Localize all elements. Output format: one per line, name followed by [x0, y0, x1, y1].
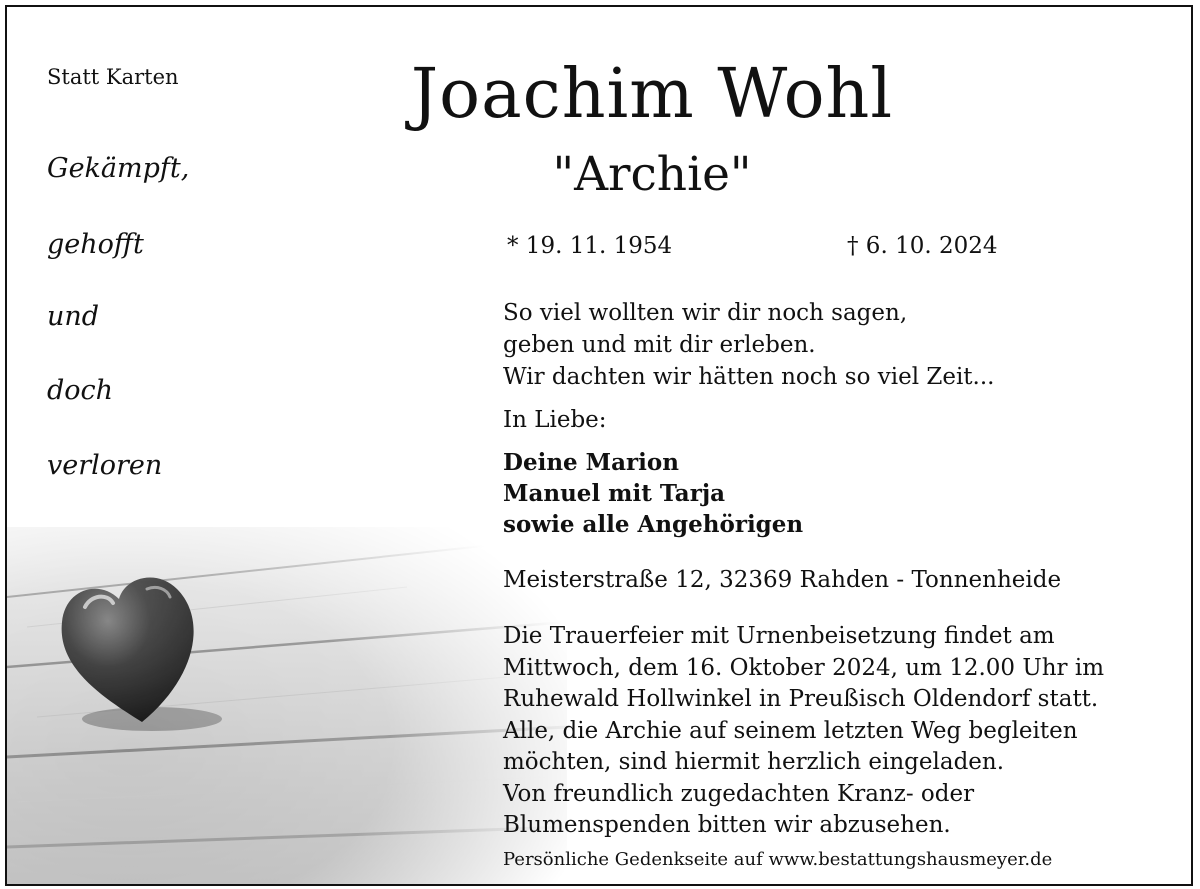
in-love-label: In Liebe:	[503, 407, 607, 433]
memorial-page-link[interactable]: Persönliche Gedenkseite auf www.bestattungshausmeyer.de	[503, 849, 1053, 870]
statt-karten-label: Statt Karten	[47, 65, 179, 89]
poem-line-1: Gekämpft,	[47, 153, 190, 184]
funeral-line: Blumenspenden bitten wir abzusehen.	[503, 812, 951, 838]
funeral-line: Mittwoch, dem 16. Oktober 2024, um 12.00 Uhr im	[503, 654, 1105, 681]
funeral-notice	[503, 621, 1104, 842]
funeral-line: möchten, sind hiermit herzlich eingeladen.	[503, 749, 1005, 775]
death-date: † 6. 10. 2024	[847, 233, 998, 259]
birth-date: * 19. 11. 1954	[507, 233, 673, 259]
signer: Manuel mit Tarja	[503, 480, 726, 507]
signer: Deine Marion	[503, 449, 679, 476]
deceased-nickname: "Archie"	[552, 147, 752, 202]
family-address: Meisterstraße 12, 32369 Rahden - Tonnenheide	[503, 567, 1062, 593]
funeral-line: Alle, die Archie auf seinem letzten Weg begleiten	[503, 717, 1078, 744]
heart-photo	[7, 527, 567, 884]
funeral-line: Die Trauerfeier mit Urnenbeisetzung findet am	[503, 623, 1055, 649]
poem-line-4: doch	[47, 375, 114, 406]
poem-line-5: verloren	[47, 450, 163, 481]
verse-line: geben und mit dir erleben.	[503, 332, 816, 358]
poem-line-3: und	[47, 301, 100, 332]
funeral-line: Ruhewald Hollwinkel in Preußisch Oldendorf statt.	[503, 686, 1099, 712]
obituary-card	[5, 5, 1193, 886]
poem-line-2: gehofft	[47, 229, 144, 260]
signers-list	[503, 447, 803, 540]
signer: sowie alle Angehörigen	[503, 511, 804, 538]
verse-line: Wir dachten wir hätten noch so viel Zeit...	[503, 364, 995, 390]
farewell-verse	[503, 297, 994, 393]
deceased-name: Joachim Wohl	[410, 55, 894, 134]
verse-line: So viel wollten wir dir noch sagen,	[503, 300, 908, 326]
funeral-line: Von freundlich zugedachten Kranz- oder	[503, 780, 975, 807]
